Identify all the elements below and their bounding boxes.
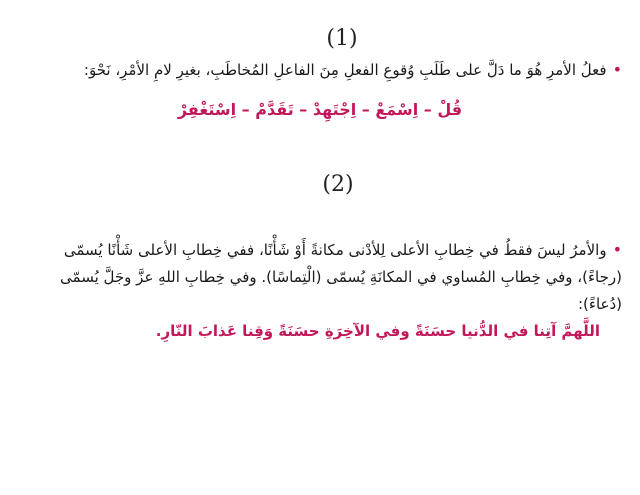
section-number-2: (2) (322, 172, 354, 197)
bullet-icon: • (612, 60, 622, 79)
imperative-examples: قُلْ – اِسْمَعْ – اِجْتَهِدْ – تَقَدَّمْ – اِسْتَغْفِرْ (177, 100, 463, 119)
definition-text: فعلُ الأمرِ هُوَ ما دَلَّ على طَلَبِ وُقوعِ الفعلِ مِنَ الفاعلِ المُخاطَبِ، بغيرِ لامِ الأمْرِ، نَحْوَ: (83, 61, 607, 79)
prayer-example: اللَّهمَّ آتِنا في الدُّنيا حسَنَةً وفي الآخِرَةِ حسَنَةً وَقِنا عَذابَ النّارِ. (155, 322, 600, 340)
definition-paragraph (22, 58, 622, 82)
explanation-paragraph (18, 236, 622, 345)
section-number-1: (1) (326, 26, 358, 51)
explanation-text: والأمرُ ليسَ فقطُ في خِطابِ الأعلى لِلأدْنى مكانةً أَوْ شَأْنًا، ففي خِطابِ الأعلى شَأْنًا يُسمّى (رجاءً)، وفي خِطابِ المُساوي في المكانَةِ يُسمّى (الْتِماسًا). وفي خِطابِ اللهِ عزَّ وجَلَّ يُسمّى (دُعاءً): (60, 241, 622, 313)
bullet-icon: • (612, 240, 622, 259)
